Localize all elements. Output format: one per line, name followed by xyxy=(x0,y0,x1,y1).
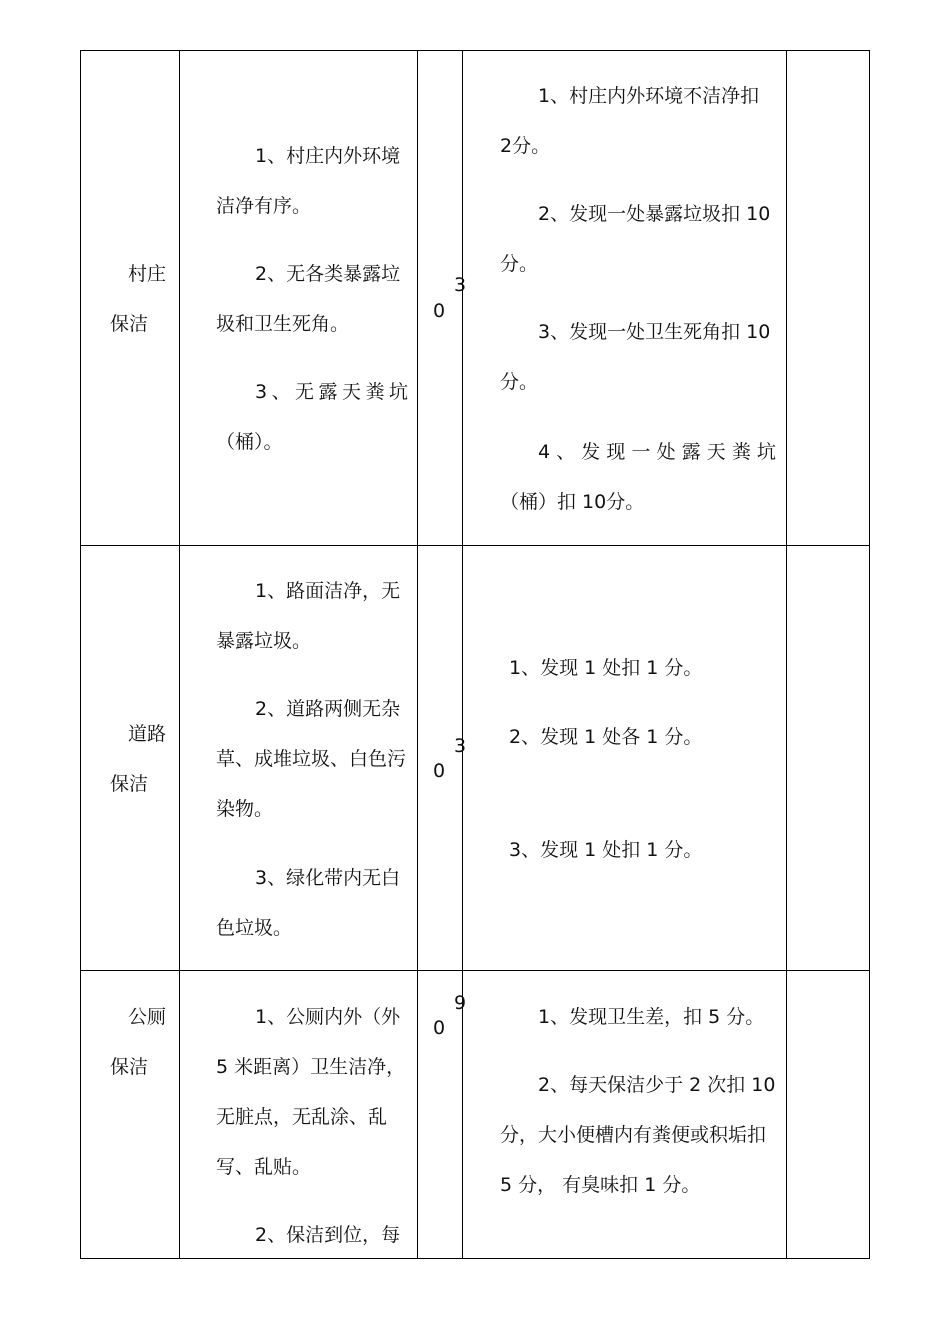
deduction-text: 3、发现 1 处扣 1 分。 xyxy=(509,839,703,861)
column-divider-1 xyxy=(179,50,180,1259)
standard-text: 2、保洁到位，每 xyxy=(255,1224,401,1246)
deduction-text: 4、发现一处露天粪坑 xyxy=(538,441,776,463)
category-label: 保洁 xyxy=(110,773,149,795)
standard-text: 2、无各类暴露垃 xyxy=(255,263,401,285)
standard-text: 色垃圾。 xyxy=(216,917,293,939)
deduction-text: 2分。 xyxy=(500,135,551,157)
deduction-text: 2、发现一处暴露垃圾扣 10 xyxy=(538,203,771,225)
deduction-text: 1、村庄内外环境不洁净扣 xyxy=(538,85,760,107)
deduction-text: 分，大小便槽内有粪便或积垢扣 xyxy=(500,1124,767,1146)
category-label: 保洁 xyxy=(110,313,149,335)
standard-text: 写、乱贴。 xyxy=(216,1156,312,1178)
category-label: 道路 xyxy=(128,723,167,745)
row-divider-1 xyxy=(80,545,870,546)
standard-text: 圾和卫生死角。 xyxy=(216,313,350,335)
score-digit: 9 xyxy=(454,992,467,1014)
deduction-text: 2、发现 1 处各 1 分。 xyxy=(509,726,703,748)
deduction-text: 3、发现一处卫生死角扣 10 xyxy=(538,321,771,343)
score-digit: 0 xyxy=(433,760,446,782)
deduction-text: 1、发现卫生差，扣 5 分。 xyxy=(538,1006,765,1028)
table-right-border xyxy=(869,50,870,1259)
standard-text: 染物。 xyxy=(216,798,274,820)
standard-text: 洁净有序。 xyxy=(216,195,312,217)
score-digit: 0 xyxy=(433,300,446,322)
category-label: 村庄 xyxy=(128,263,167,285)
deduction-text: 5 分， 有臭味扣 1 分。 xyxy=(500,1174,701,1196)
column-divider-3 xyxy=(462,50,463,1259)
deduction-text: 分。 xyxy=(500,253,539,275)
standard-text: 暴露垃圾。 xyxy=(216,630,312,652)
standard-text: 1、路面洁净，无 xyxy=(255,580,401,602)
table-bottom-border xyxy=(80,1258,870,1259)
deduction-text: （桶）扣 10分。 xyxy=(500,491,645,513)
standard-text: 1、公厕内外（外 xyxy=(255,1006,401,1028)
standard-text: 3、绿化带内无白 xyxy=(255,867,401,889)
category-label: 公厕 xyxy=(128,1006,167,1028)
standard-text: 无脏点，无乱涂、乱 xyxy=(216,1106,388,1128)
score-digit: 3 xyxy=(454,274,467,296)
standard-text: 草、成堆垃圾、白色污 xyxy=(216,748,407,770)
row-divider-2 xyxy=(80,970,870,971)
score-digit: 3 xyxy=(454,735,467,757)
standard-text: 5 米距离）卫生洁净， xyxy=(216,1056,406,1078)
score-digit: 0 xyxy=(433,1017,446,1039)
column-divider-2 xyxy=(417,50,418,1259)
deduction-text: 1、发现 1 处扣 1 分。 xyxy=(509,657,703,679)
deduction-text: 2、每天保洁少于 2 次扣 10 xyxy=(538,1074,776,1096)
table-left-border xyxy=(80,50,81,1259)
table-top-border xyxy=(80,50,870,51)
standard-text: 1、村庄内外环境 xyxy=(255,145,401,167)
standard-text: （桶）。 xyxy=(216,431,283,453)
standard-text: 2、道路两侧无杂 xyxy=(255,698,401,720)
category-label: 保洁 xyxy=(110,1056,149,1078)
column-divider-4 xyxy=(786,50,787,1259)
deduction-text: 分。 xyxy=(500,371,539,393)
standard-text: 3、无露天粪坑 xyxy=(255,381,408,403)
